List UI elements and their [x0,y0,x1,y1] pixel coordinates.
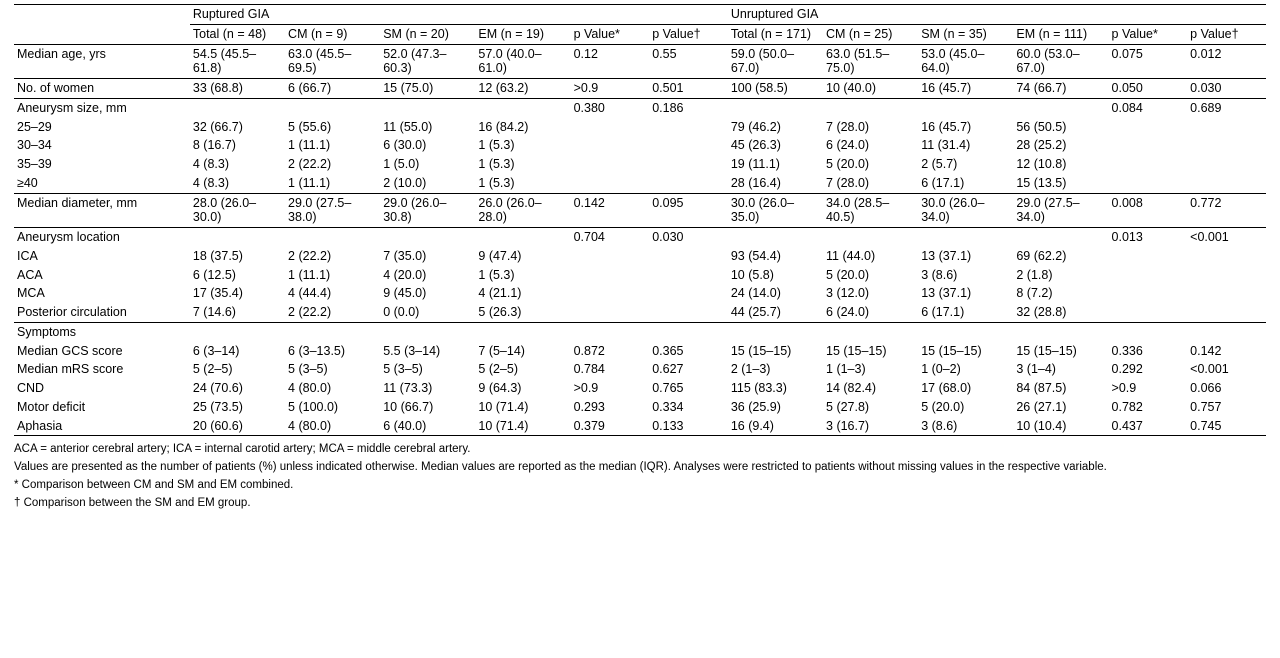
table-cell: 0.689 [1187,98,1266,117]
table-cell: 8 (7.2) [1016,286,1053,301]
table-cell: 6 (12.5) [192,267,236,282]
table-cell [649,136,728,155]
table-cell: 5 (20.0) [826,157,870,171]
table-row [14,228,1266,247]
table-row [14,193,1266,228]
table-row [14,155,1266,174]
table-cell: 34.0 (28.5–40.5) [823,193,918,228]
table-cell: 5.5 (3–14) [383,343,441,358]
table-row [14,266,1266,285]
table-cell [571,284,650,303]
group-header-row [14,5,1266,25]
table-cell: 2 (10.0) [383,175,427,190]
table-cell: 79 (46.2) [730,119,781,134]
table-cell: 45 (26.3) [730,138,781,153]
table-cell: 10 (66.7) [383,399,434,414]
table-cell: 7 (28.0) [826,119,870,134]
table-cell [1187,247,1266,266]
table-cell: 0.772 [1187,193,1266,228]
table-cell: 115 (83.3) [730,381,787,395]
table-cell: 2 (22.2) [288,157,332,171]
table-cell: 6 (66.7) [285,79,380,99]
table-cell: 11 (31.4) [921,138,971,153]
table-cell: 4 (8.3) [192,175,230,190]
table-row [14,284,1266,303]
table-cell: 9 (45.0) [383,286,427,301]
table-row [14,379,1266,398]
table-row [14,118,1266,137]
row-label: 30–34 [17,138,52,153]
table-cell: 15 (15–15) [730,343,792,358]
table-cell: 17 (68.0) [921,381,972,395]
column-header-blank [14,24,190,44]
table-cell: 16 (45.7) [918,79,1013,99]
table-cell: 28.0 (26.0–30.0) [190,193,285,228]
table-cell: 15 (13.5) [1016,175,1067,190]
table-cell: 0.55 [649,44,728,79]
table-cell: 32 (66.7) [192,119,243,134]
table-cell: 5 (55.6) [288,119,332,134]
row-label: ACA [17,267,43,282]
footnote-abbreviations: ACA = anterior cerebral artery; ICA = internal carotid artery; MCA = middle cerebral artery. [14,443,471,456]
table-cell [649,155,728,174]
table-cell: 63.0 (45.5–69.5) [285,44,380,79]
table-cell [1109,174,1188,193]
table-cell: 2 (22.2) [288,305,332,319]
row-label: Aneurysm location [14,228,190,247]
table-cell [649,266,728,285]
table-cell: 0.012 [1187,44,1266,79]
column-header-4: EM (n = 19) [478,26,545,41]
table-cell: 13 (37.1) [921,286,972,301]
table-cell: 5 (100.0) [288,399,339,414]
table-cell: 0.380 [571,98,650,117]
table-cell: <0.001 [1187,228,1266,247]
table-cell [1109,303,1188,322]
table-cell: 0.784 [573,362,605,377]
group-header-unruptured: Unruptured GIA [728,5,1266,25]
table-cell: 26 (27.1) [1016,399,1067,414]
table-cell: 53.0 (45.0–64.0) [918,44,1013,79]
table-cell: 12 (63.2) [475,79,570,99]
table-cell: 69 (62.2) [1016,248,1067,263]
table-cell [475,98,570,117]
table-cell: 63.0 (51.5–75.0) [823,44,918,79]
row-label: Median diameter, mm [14,193,190,228]
table-cell [1109,284,1188,303]
table-cell: 11 (44.0) [826,248,876,263]
table-cell: 59.0 (50.0–67.0) [728,44,823,79]
table-cell [823,228,918,247]
row-label: No. of women [14,79,190,99]
table-cell: 5 (2–5) [478,362,518,377]
table-cell [1109,155,1188,174]
table-cell: 5 (27.8) [826,399,870,414]
table-cell [1013,228,1108,247]
table-cell: 16 (9.4) [728,417,823,436]
table-cell: 1 (1–3) [826,362,866,377]
table-cell [571,174,650,193]
table-body [14,44,1266,436]
table-cell [918,98,1013,117]
table-cell: 56 (50.5) [1016,119,1067,134]
table-cell [285,98,380,117]
table-cell: 30.0 (26.0–34.0) [918,193,1013,228]
table-cell: 15 (15–15) [921,343,982,358]
column-header-6: p Value† [652,26,701,41]
table-cell: 7 (14.6) [192,305,236,319]
row-label: 35–39 [17,157,52,171]
table-cell: 24 (14.0) [730,286,781,301]
table-cell: <0.001 [1190,362,1229,377]
table-cell [475,228,570,247]
table-cell [728,322,823,341]
table-cell [1187,136,1266,155]
table-cell: 0.293 [573,399,605,414]
table-cell: 4 (80.0) [288,381,332,395]
table-cell [1187,266,1266,285]
table-cell: 5 (2–5) [192,362,233,377]
table-cell: 26.0 (26.0–28.0) [475,193,570,228]
column-header-3: SM (n = 20) [383,26,449,41]
table-cell: 0.142 [1190,343,1222,358]
table-cell: 5 (20.0) [826,267,870,282]
column-header-9: SM (n = 35) [921,26,987,41]
table-cell: 0.075 [1109,44,1188,79]
table-cell: 10 (5.8) [730,267,774,282]
table-cell [823,322,918,341]
table-cell: 0.030 [1187,79,1266,99]
table-cell [1109,322,1188,341]
table-cell: 0.782 [1111,399,1143,414]
table-cell: 1 (0–2) [921,362,961,377]
table-cell [1109,136,1188,155]
table-cell: 6 (3–13.5) [288,343,346,358]
table-cell: 84 (87.5) [1016,381,1067,395]
table-cell: 18 (37.5) [192,248,243,263]
table-cell: 57.0 (40.0–61.0) [475,44,570,79]
table-cell: 36 (25.9) [730,399,781,414]
table-cell: 7 (35.0) [383,248,427,263]
table-cell [190,322,285,341]
table-cell: 4 (80.0) [285,417,380,436]
table-cell: 9 (64.3) [478,381,522,395]
table-cell: 1 (5.3) [478,157,515,171]
column-header-12: p Value† [1190,26,1239,41]
table-cell: 5 (20.0) [921,399,965,414]
table-cell: 10 (40.0) [823,79,918,99]
table-cell: 11 (73.3) [383,381,433,395]
table-cell: 1 (5.3) [478,175,515,190]
table-cell: 3 (16.7) [823,417,918,436]
table-cell: 11 (55.0) [383,119,433,134]
table-cell: 17 (35.4) [192,286,243,301]
table-cell [1187,174,1266,193]
table-cell: 0.12 [571,44,650,79]
table-cell [571,136,650,155]
row-label: Posterior circulation [17,305,127,319]
table-cell: 29.0 (27.5–34.0) [1013,193,1108,228]
table-cell [380,228,475,247]
column-header-row [14,24,1266,44]
table-cell: 8 (16.7) [192,138,236,153]
table-cell [649,174,728,193]
row-label: Aphasia [14,417,190,436]
table-cell: 2 (22.2) [288,248,332,263]
table-cell [649,284,728,303]
table-cell [190,98,285,117]
footnote-dagger: † Comparison between the SM and EM group. [14,496,251,509]
table-cell [571,303,650,322]
table-cell: 44 (25.7) [730,305,781,319]
column-header-2: CM (n = 9) [288,26,348,41]
table-head [14,5,1266,45]
table-cell: 60.0 (53.0–67.0) [1013,44,1108,79]
row-label: CND [17,381,45,395]
table-cell [1187,322,1266,341]
table-cell [728,228,823,247]
table-cell: 9 (47.4) [478,248,522,263]
table-cell: 0.627 [652,362,684,377]
table-cell: 10 (10.4) [1013,417,1108,436]
row-label: Median GCS score [17,343,123,358]
table-cell [1013,322,1108,341]
table-cell: 2 (5.7) [921,157,958,171]
table-cell [380,322,475,341]
table-cell: 10 (71.4) [478,399,529,414]
table-cell [918,322,1013,341]
table-cell: 0.336 [1111,343,1143,358]
table-cell: 15 (75.0) [380,79,475,99]
table-cell: >0.9 [571,79,650,99]
table-cell: 74 (66.7) [1013,79,1108,99]
table-cell: 6 (3–14) [192,343,240,358]
table-cell [1187,303,1266,322]
table-cell: 28 (25.2) [1016,138,1067,153]
table-cell: 3 (1–4) [1016,362,1056,377]
table-cell [190,228,285,247]
row-label: MCA [17,286,45,301]
table-row [14,342,1266,361]
table-cell: 100 (58.5) [728,79,823,99]
group-header-spacer [14,5,190,25]
table-cell [1187,118,1266,137]
footnote-asterisk: * Comparison between CM and SM and EM combined. [14,478,294,491]
column-header-8: CM (n = 25) [826,26,893,41]
table-cell [649,303,728,322]
table-cell [571,247,650,266]
table-cell [649,247,728,266]
results-table [14,4,1266,436]
table-cell: 4 (20.0) [383,267,427,282]
table-row [14,398,1266,417]
table-cell [380,98,475,117]
table-cell: 12 (10.8) [1016,157,1067,171]
table-cell: >0.9 [573,381,599,395]
column-header-11: p Value* [1111,26,1158,41]
table-cell [1187,155,1266,174]
group-header-ruptured: Ruptured GIA [190,5,728,25]
table-cell: 1 (5.3) [478,267,515,282]
table-cell: 3 (12.0) [826,286,870,301]
table-cell [823,98,918,117]
table-cell: 0.365 [652,343,684,358]
row-label: ICA [17,248,38,263]
table-cell [1187,284,1266,303]
table-row [14,174,1266,193]
table-cell: 3 (8.6) [918,417,1013,436]
table-cell [571,118,650,137]
table-cell: 5 (3–5) [288,362,328,377]
table-cell: 4 (44.4) [288,286,332,301]
table-cell: 2 (1.8) [1016,267,1053,282]
table-cell: 7 (28.0) [826,175,870,190]
table-cell: 0.084 [1109,98,1188,117]
column-header-10: EM (n = 111) [1016,26,1088,41]
table-cell: 93 (54.4) [730,248,781,263]
table-cell [571,266,650,285]
table-row [14,417,1266,436]
table-cell [1013,98,1108,117]
table-cell [285,322,380,341]
footnotes [14,441,1266,512]
table-row [14,303,1266,322]
table-cell: 15 (15–15) [826,343,887,358]
table-cell: 0.050 [1109,79,1188,99]
table-cell: 6 (40.0) [380,417,475,436]
table-cell: 16 (45.7) [921,119,972,134]
table-cell: 0 (0.0) [383,305,420,319]
table-cell: 0.379 [571,417,650,436]
table-cell: 29.0 (27.5–38.0) [285,193,380,228]
table-cell: 6 (17.1) [921,175,965,190]
table-cell: 1 (11.1) [288,267,331,282]
table-cell: 20 (60.6) [190,417,285,436]
table-cell [475,322,570,341]
table-row [14,322,1266,341]
table-cell [1109,118,1188,137]
table-cell: 0.013 [1109,228,1188,247]
table-cell: 0.501 [649,79,728,99]
table-row [14,44,1266,79]
table-cell: 5 (3–5) [383,362,423,377]
table-cell: 0.142 [571,193,650,228]
row-label: Median mRS score [17,362,124,377]
table-cell: 1 (11.1) [288,138,331,153]
table-cell: 6 (17.1) [921,305,965,319]
table-cell: 1 (11.1) [288,175,331,190]
table-cell: 6 (30.0) [383,138,427,153]
table-cell: 29.0 (26.0–30.8) [380,193,475,228]
table-cell: 4 (8.3) [192,157,230,171]
row-label: Median age, yrs [14,44,190,79]
table-cell: 13 (37.1) [921,248,972,263]
table-cell: 14 (82.4) [826,381,877,395]
table-cell [1109,266,1188,285]
table-cell: 0.437 [1109,417,1188,436]
row-label: ≥40 [17,175,38,190]
table-cell: 7 (5–14) [478,343,525,358]
table-cell: 0.334 [652,399,684,414]
table-row [14,79,1266,99]
column-header-5: p Value* [573,26,620,41]
table-row [14,98,1266,117]
column-header-7: Total (n = 171) [730,26,812,41]
table-cell: 15 (15–15) [1016,343,1077,358]
table-cell: 10 (71.4) [475,417,570,436]
table-cell: 3 (8.6) [921,267,958,282]
table-cell: 0.745 [1187,417,1266,436]
table-cell: 5 (26.3) [478,305,522,319]
row-label: 25–29 [17,119,52,134]
table-cell: 24 (70.6) [192,381,243,395]
table-cell [649,322,728,341]
table-cell: 28 (16.4) [730,175,781,190]
table-cell: 6 (24.0) [826,305,870,319]
table-cell: 6 (24.0) [826,138,870,153]
row-label: Aneurysm size, mm [14,98,190,117]
table-cell: 33 (68.8) [190,79,285,99]
row-label: Symptoms [14,322,190,341]
table-cell: 25 (73.5) [192,399,243,414]
table-cell: 0.095 [649,193,728,228]
table-cell: 1 (5.0) [383,157,420,171]
table-row [14,136,1266,155]
table-cell: 16 (84.2) [478,119,529,134]
table-cell: 52.0 (47.3–60.3) [380,44,475,79]
table-cell [285,228,380,247]
table-cell: 0.030 [649,228,728,247]
table-cell: 0.008 [1109,193,1188,228]
table-cell: 1 (5.3) [478,138,515,153]
table-cell [918,228,1013,247]
row-label: Motor deficit [17,399,86,414]
table-cell: 0.704 [571,228,650,247]
table-cell: 0.066 [1190,381,1222,395]
table-cell: 0.757 [1190,399,1222,414]
table-cell: 0.186 [649,98,728,117]
table-cell [649,118,728,137]
table-cell: 32 (28.8) [1016,305,1067,319]
table-cell [1109,247,1188,266]
column-header-1: Total (n = 48) [192,26,267,41]
table-cell: 0.765 [652,381,684,395]
table-cell: 0.292 [1111,362,1143,377]
table-cell: 30.0 (26.0–35.0) [728,193,823,228]
table-cell: 0.133 [649,417,728,436]
table-row [14,247,1266,266]
table-cell: 54.5 (45.5–61.8) [190,44,285,79]
table-cell: 0.872 [573,343,605,358]
table-cell: 4 (21.1) [478,286,522,301]
table-row [14,360,1266,379]
table-cell [571,155,650,174]
table-cell [571,322,650,341]
table-cell [728,98,823,117]
footnote-values: Values are presented as the number of patients (%) unless indicated otherwise. Median values are reported as the median (IQR). Analyses were restricted to patients without missing values in the respective variable. [14,461,1107,474]
table-cell: 19 (11.1) [730,157,780,171]
table-cell: 2 (1–3) [730,362,771,377]
table-cell: >0.9 [1111,381,1137,395]
